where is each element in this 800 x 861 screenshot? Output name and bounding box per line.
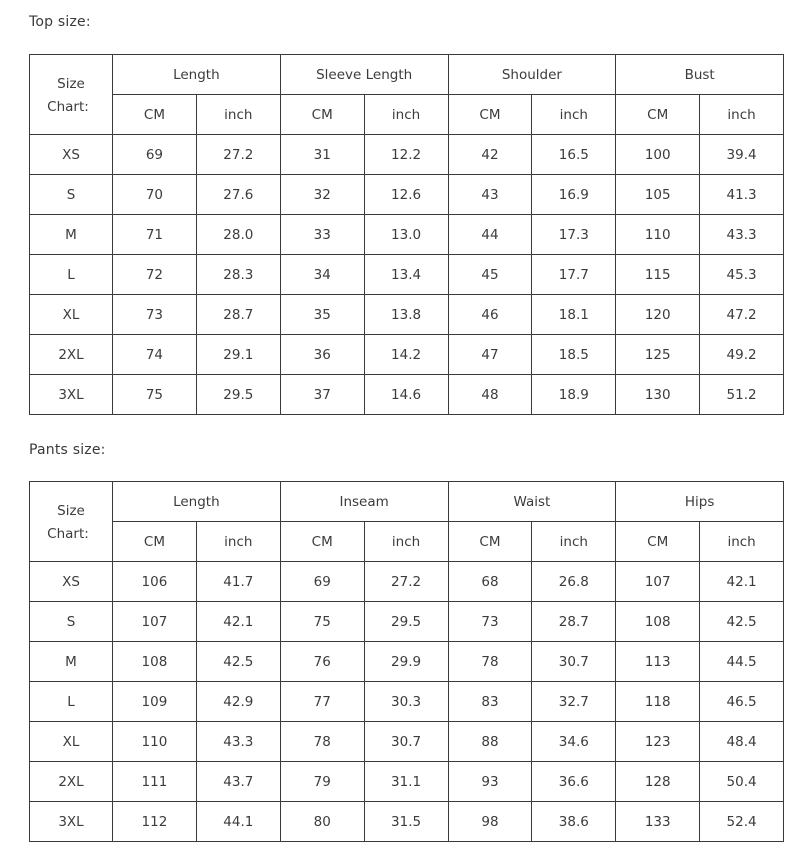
value-cell: 29.5 bbox=[364, 602, 448, 642]
size-cell: XS bbox=[30, 135, 113, 175]
value-cell: 29.1 bbox=[196, 335, 280, 375]
value-cell: 110 bbox=[616, 215, 700, 255]
value-cell: 32 bbox=[280, 175, 364, 215]
unit-header: inch bbox=[196, 95, 280, 135]
value-cell: 51.2 bbox=[700, 375, 784, 415]
value-cell: 29.5 bbox=[196, 375, 280, 415]
table-row bbox=[30, 135, 784, 175]
group-header-row bbox=[30, 55, 784, 95]
value-cell: 45.3 bbox=[700, 255, 784, 295]
value-cell: 77 bbox=[280, 682, 364, 722]
value-cell: 43.7 bbox=[196, 762, 280, 802]
value-cell: 88 bbox=[448, 722, 532, 762]
value-cell: 50.4 bbox=[700, 762, 784, 802]
value-cell: 93 bbox=[448, 762, 532, 802]
value-cell: 78 bbox=[280, 722, 364, 762]
unit-header: inch bbox=[364, 522, 448, 562]
table-row bbox=[30, 562, 784, 602]
value-cell: 27.2 bbox=[196, 135, 280, 175]
value-cell: 133 bbox=[616, 802, 700, 842]
value-cell: 18.9 bbox=[532, 375, 616, 415]
table-row bbox=[30, 295, 784, 335]
value-cell: 46 bbox=[448, 295, 532, 335]
size-cell: 3XL bbox=[30, 802, 113, 842]
value-cell: 107 bbox=[113, 602, 197, 642]
value-cell: 75 bbox=[280, 602, 364, 642]
table-row bbox=[30, 175, 784, 215]
value-cell: 31 bbox=[280, 135, 364, 175]
value-cell: 14.6 bbox=[364, 375, 448, 415]
value-cell: 76 bbox=[280, 642, 364, 682]
value-cell: 43.3 bbox=[196, 722, 280, 762]
value-cell: 42 bbox=[448, 135, 532, 175]
value-cell: 42.5 bbox=[700, 602, 784, 642]
value-cell: 27.2 bbox=[364, 562, 448, 602]
top-size-table bbox=[29, 54, 784, 415]
value-cell: 35 bbox=[280, 295, 364, 335]
size-cell: 2XL bbox=[30, 762, 113, 802]
value-cell: 43.3 bbox=[700, 215, 784, 255]
value-cell: 48 bbox=[448, 375, 532, 415]
value-cell: 37 bbox=[280, 375, 364, 415]
unit-header: inch bbox=[700, 95, 784, 135]
value-cell: 112 bbox=[113, 802, 197, 842]
value-cell: 48.4 bbox=[700, 722, 784, 762]
unit-header: CM bbox=[280, 95, 364, 135]
value-cell: 118 bbox=[616, 682, 700, 722]
value-cell: 47 bbox=[448, 335, 532, 375]
unit-header: CM bbox=[448, 522, 532, 562]
unit-header: inch bbox=[532, 522, 616, 562]
value-cell: 108 bbox=[616, 602, 700, 642]
unit-header: CM bbox=[616, 95, 700, 135]
value-cell: 71 bbox=[113, 215, 197, 255]
size-cell: L bbox=[30, 255, 113, 295]
value-cell: 109 bbox=[113, 682, 197, 722]
value-cell: 113 bbox=[616, 642, 700, 682]
value-cell: 45 bbox=[448, 255, 532, 295]
value-cell: 12.2 bbox=[364, 135, 448, 175]
group-header-row bbox=[30, 482, 784, 522]
value-cell: 115 bbox=[616, 255, 700, 295]
value-cell: 75 bbox=[113, 375, 197, 415]
value-cell: 42.1 bbox=[196, 602, 280, 642]
value-cell: 13.4 bbox=[364, 255, 448, 295]
top-size-title: Top size: bbox=[29, 14, 91, 30]
unit-header: CM bbox=[616, 522, 700, 562]
value-cell: 46.5 bbox=[700, 682, 784, 722]
unit-header: CM bbox=[113, 95, 197, 135]
table-row bbox=[30, 722, 784, 762]
value-cell: 110 bbox=[113, 722, 197, 762]
group-header-hips: Hips bbox=[616, 482, 784, 522]
size-cell: L bbox=[30, 682, 113, 722]
value-cell: 44 bbox=[448, 215, 532, 255]
pants-size-title: Pants size: bbox=[29, 442, 106, 458]
table-row bbox=[30, 602, 784, 642]
value-cell: 79 bbox=[280, 762, 364, 802]
group-header-bust: Bust bbox=[616, 55, 784, 95]
value-cell: 52.4 bbox=[700, 802, 784, 842]
value-cell: 128 bbox=[616, 762, 700, 802]
size-cell: 2XL bbox=[30, 335, 113, 375]
value-cell: 83 bbox=[448, 682, 532, 722]
value-cell: 69 bbox=[280, 562, 364, 602]
size-cell: XL bbox=[30, 722, 113, 762]
unit-header: inch bbox=[532, 95, 616, 135]
size-chart-label: Size Chart: bbox=[30, 55, 113, 135]
value-cell: 105 bbox=[616, 175, 700, 215]
size-cell: S bbox=[30, 602, 113, 642]
value-cell: 36 bbox=[280, 335, 364, 375]
value-cell: 125 bbox=[616, 335, 700, 375]
value-cell: 29.9 bbox=[364, 642, 448, 682]
table-row bbox=[30, 802, 784, 842]
value-cell: 44.5 bbox=[700, 642, 784, 682]
value-cell: 28.7 bbox=[532, 602, 616, 642]
value-cell: 41.7 bbox=[196, 562, 280, 602]
size-cell: XL bbox=[30, 295, 113, 335]
table-row bbox=[30, 255, 784, 295]
value-cell: 78 bbox=[448, 642, 532, 682]
unit-header: inch bbox=[364, 95, 448, 135]
size-cell: XS bbox=[30, 562, 113, 602]
value-cell: 17.3 bbox=[532, 215, 616, 255]
value-cell: 111 bbox=[113, 762, 197, 802]
value-cell: 38.6 bbox=[532, 802, 616, 842]
size-cell: 3XL bbox=[30, 375, 113, 415]
value-cell: 42.1 bbox=[700, 562, 784, 602]
value-cell: 13.8 bbox=[364, 295, 448, 335]
value-cell: 42.5 bbox=[196, 642, 280, 682]
table-row bbox=[30, 762, 784, 802]
value-cell: 100 bbox=[616, 135, 700, 175]
value-cell: 70 bbox=[113, 175, 197, 215]
table-row bbox=[30, 215, 784, 255]
table-row bbox=[30, 375, 784, 415]
value-cell: 18.1 bbox=[532, 295, 616, 335]
value-cell: 74 bbox=[113, 335, 197, 375]
group-header-length: Length bbox=[113, 55, 281, 95]
group-header-waist: Waist bbox=[448, 482, 616, 522]
value-cell: 68 bbox=[448, 562, 532, 602]
size-chart-label: Size Chart: bbox=[30, 482, 113, 562]
value-cell: 73 bbox=[448, 602, 532, 642]
value-cell: 108 bbox=[113, 642, 197, 682]
group-header-length: Length bbox=[113, 482, 281, 522]
value-cell: 41.3 bbox=[700, 175, 784, 215]
value-cell: 13.0 bbox=[364, 215, 448, 255]
value-cell: 72 bbox=[113, 255, 197, 295]
value-cell: 31.1 bbox=[364, 762, 448, 802]
value-cell: 14.2 bbox=[364, 335, 448, 375]
value-cell: 31.5 bbox=[364, 802, 448, 842]
unit-header: CM bbox=[280, 522, 364, 562]
unit-header: inch bbox=[196, 522, 280, 562]
value-cell: 120 bbox=[616, 295, 700, 335]
value-cell: 106 bbox=[113, 562, 197, 602]
value-cell: 16.5 bbox=[532, 135, 616, 175]
value-cell: 28.0 bbox=[196, 215, 280, 255]
value-cell: 80 bbox=[280, 802, 364, 842]
value-cell: 107 bbox=[616, 562, 700, 602]
unit-header: CM bbox=[113, 522, 197, 562]
value-cell: 12.6 bbox=[364, 175, 448, 215]
table-row bbox=[30, 682, 784, 722]
value-cell: 16.9 bbox=[532, 175, 616, 215]
value-cell: 44.1 bbox=[196, 802, 280, 842]
value-cell: 130 bbox=[616, 375, 700, 415]
unit-header: CM bbox=[448, 95, 532, 135]
value-cell: 47.2 bbox=[700, 295, 784, 335]
value-cell: 17.7 bbox=[532, 255, 616, 295]
value-cell: 28.3 bbox=[196, 255, 280, 295]
value-cell: 98 bbox=[448, 802, 532, 842]
value-cell: 42.9 bbox=[196, 682, 280, 722]
group-header-inseam: Inseam bbox=[280, 482, 448, 522]
value-cell: 36.6 bbox=[532, 762, 616, 802]
value-cell: 18.5 bbox=[532, 335, 616, 375]
value-cell: 30.7 bbox=[532, 642, 616, 682]
size-cell: M bbox=[30, 642, 113, 682]
value-cell: 49.2 bbox=[700, 335, 784, 375]
value-cell: 28.7 bbox=[196, 295, 280, 335]
value-cell: 33 bbox=[280, 215, 364, 255]
value-cell: 26.8 bbox=[532, 562, 616, 602]
unit-header: inch bbox=[700, 522, 784, 562]
table-row bbox=[30, 642, 784, 682]
value-cell: 32.7 bbox=[532, 682, 616, 722]
group-header-sleeve-length: Sleeve Length bbox=[280, 55, 448, 95]
value-cell: 43 bbox=[448, 175, 532, 215]
value-cell: 39.4 bbox=[700, 135, 784, 175]
value-cell: 123 bbox=[616, 722, 700, 762]
pants-size-table bbox=[29, 481, 784, 842]
value-cell: 27.6 bbox=[196, 175, 280, 215]
group-header-shoulder: Shoulder bbox=[448, 55, 616, 95]
size-cell: M bbox=[30, 215, 113, 255]
value-cell: 73 bbox=[113, 295, 197, 335]
value-cell: 34.6 bbox=[532, 722, 616, 762]
value-cell: 34 bbox=[280, 255, 364, 295]
value-cell: 30.7 bbox=[364, 722, 448, 762]
value-cell: 30.3 bbox=[364, 682, 448, 722]
size-cell: S bbox=[30, 175, 113, 215]
unit-header-row bbox=[30, 95, 784, 135]
value-cell: 69 bbox=[113, 135, 197, 175]
table-row bbox=[30, 335, 784, 375]
unit-header-row bbox=[30, 522, 784, 562]
